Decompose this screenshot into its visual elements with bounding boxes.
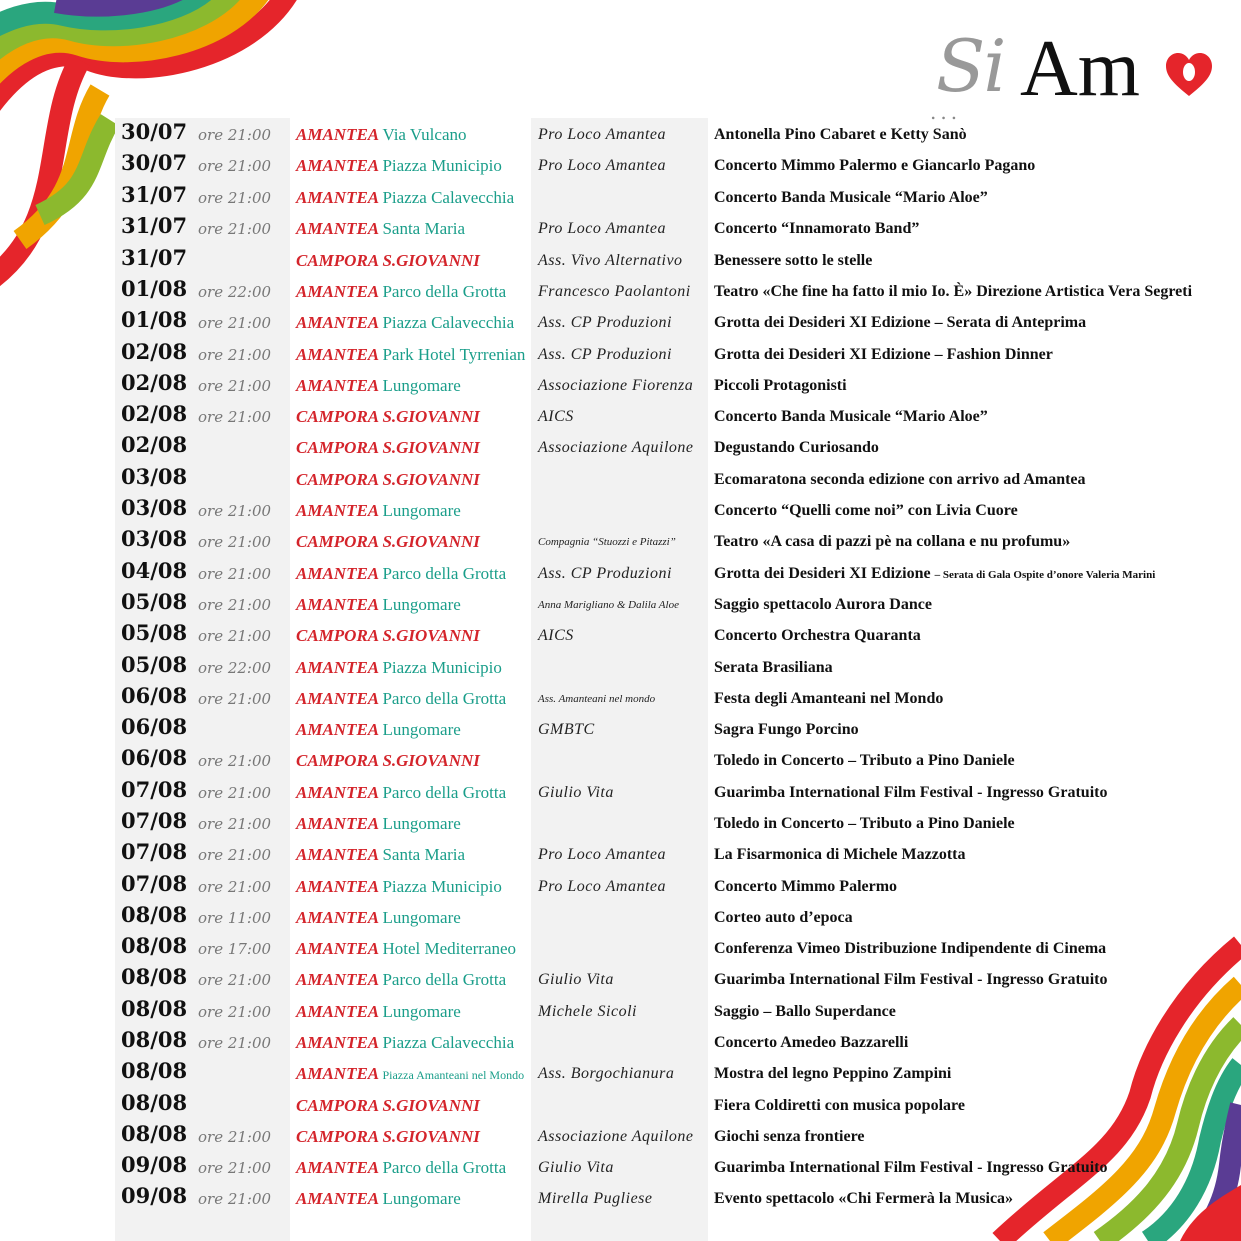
table-row [0, 431, 1241, 462]
event-place: Piazza Municipio [382, 877, 502, 896]
table-row [0, 1026, 1241, 1057]
event-time: ore 21:00 [198, 752, 272, 770]
siamo-logo [928, 22, 1218, 122]
event-town: CAMPORA S.GIOVANNI [296, 626, 480, 645]
event-location [296, 810, 461, 838]
event-location [296, 685, 506, 713]
event-date: 02/08 [121, 370, 188, 395]
event-place: Lungomare [382, 720, 461, 739]
event-town: CAMPORA S.GIOVANNI [296, 438, 480, 457]
event-title [714, 403, 988, 431]
event-place: Lungomare [382, 595, 461, 614]
event-title [714, 309, 1086, 337]
event-town: AMANTEA [296, 689, 379, 708]
event-location [296, 654, 502, 682]
event-town: CAMPORA S.GIOVANNI [296, 407, 480, 426]
event-organizer: Michele Sicoli [538, 1003, 637, 1020]
event-title-text: Corteo auto d’epoca [714, 909, 853, 926]
event-location [296, 935, 516, 963]
event-town: AMANTEA [296, 376, 379, 395]
event-title-text: Piccoli Protagonisti [714, 377, 847, 394]
event-title [714, 152, 1035, 180]
event-organizer: Ass. CP Produzioni [538, 346, 672, 363]
event-date: 03/08 [121, 495, 188, 520]
event-time: ore 21:00 [198, 408, 272, 426]
event-organizer: Pro Loco Amantea [538, 157, 666, 174]
event-title-text: Evento spettacolo «Chi Fermerà la Musica» [714, 1190, 1014, 1207]
event-title [714, 1060, 951, 1088]
event-title [714, 685, 943, 713]
table-row [0, 118, 1241, 149]
table-row [0, 338, 1241, 369]
event-title [714, 1029, 908, 1057]
event-time: ore 21:00 [198, 846, 272, 864]
table-row [0, 1057, 1241, 1088]
event-place: Santa Maria [382, 845, 466, 864]
event-town: AMANTEA [296, 877, 379, 896]
event-location [296, 184, 514, 212]
event-title-text: Concerto Orchestra Quaranta [714, 627, 921, 644]
event-organizer: Giulio Vita [538, 1159, 614, 1176]
event-town: AMANTEA [296, 188, 379, 207]
event-title-text: Guarimba International Film Festival - Ingresso Gratuito [714, 784, 1108, 801]
event-title-text: Saggio – Ballo Superdance [714, 1003, 896, 1020]
event-title-text: Benessere sotto le stelle [714, 252, 873, 269]
event-title [714, 341, 1053, 369]
event-time: ore 22:00 [198, 283, 272, 301]
event-location [296, 1060, 524, 1089]
event-town: CAMPORA S.GIOVANNI [296, 532, 480, 551]
event-town: AMANTEA [296, 501, 379, 520]
event-date: 09/08 [121, 1183, 188, 1208]
event-organizer: Ass. Vivo Alternativo [538, 252, 683, 269]
event-town: AMANTEA [296, 1158, 379, 1177]
event-title [714, 998, 896, 1026]
event-town: AMANTEA [296, 156, 379, 175]
event-title-text: Concerto Banda Musicale “Mario Aloe” [714, 408, 988, 425]
event-title [714, 466, 1086, 494]
event-title [714, 121, 967, 149]
event-title [714, 247, 872, 275]
event-town: AMANTEA [296, 219, 379, 238]
event-date: 30/07 [121, 119, 188, 144]
event-title-text: Fiera Coldiretti con musica popolare [714, 1097, 965, 1114]
event-title-text: Grotta dei Desideri XI Edizione [714, 565, 931, 582]
event-place: Parco della Grotta [382, 1158, 507, 1177]
event-time: ore 21:00 [198, 502, 272, 520]
event-location [296, 998, 461, 1026]
event-place: Lungomare [382, 908, 461, 927]
event-title [714, 184, 988, 212]
event-title-text: Grotta dei Desideri XI Edizione – Fashion Dinner [714, 346, 1053, 363]
event-time: ore 21:00 [198, 878, 272, 896]
table-row [0, 651, 1241, 682]
event-time: ore 21:00 [198, 690, 272, 708]
event-organizer: Associazione Aquilone [538, 1128, 694, 1145]
event-place: Lungomare [382, 814, 461, 833]
event-title-text: Concerto “Innamorato Band” [714, 220, 920, 237]
event-town: AMANTEA [296, 1033, 379, 1052]
event-organizer: Anna Marigliano & Dalila Aloe [538, 599, 679, 611]
event-date: 08/08 [121, 996, 188, 1021]
heart-icon [1164, 50, 1214, 100]
table-row [0, 744, 1241, 775]
event-town: AMANTEA [296, 345, 379, 364]
event-place: Piazza Municipio [382, 156, 502, 175]
event-place: Lungomare [382, 1189, 461, 1208]
event-title-text: La Fisarmonica di Michele Mazzotta [714, 846, 966, 863]
event-date: 31/07 [121, 182, 188, 207]
event-time: ore 21:00 [198, 1159, 272, 1177]
event-title [714, 810, 1015, 838]
table-row [0, 212, 1241, 243]
event-place: Lungomare [382, 1002, 461, 1021]
table-row [0, 713, 1241, 744]
event-place: Hotel Mediterraneo [382, 939, 517, 958]
event-title-text: Concerto Banda Musicale “Mario Aloe” [714, 189, 988, 206]
event-title [714, 873, 897, 901]
table-row [0, 1120, 1241, 1151]
table-row [0, 244, 1241, 275]
event-location [296, 779, 506, 807]
event-title-text: Teatro «A casa di pazzi pè na collana e nu profumu» [714, 533, 1071, 550]
table-row [0, 463, 1241, 494]
event-time: ore 21:00 [198, 1128, 272, 1146]
event-title-text: Conferenza Vimeo Distribuzione Indipendente di Cinema [714, 940, 1107, 957]
event-organizer: AICS [538, 408, 574, 425]
table-row [0, 963, 1241, 994]
event-town: AMANTEA [296, 1189, 379, 1208]
event-date: 06/08 [121, 683, 188, 708]
event-title [714, 904, 853, 932]
event-title-text: Guarimba International Film Festival - Ingresso Gratuito [714, 1159, 1108, 1176]
event-time: ore 21:00 [198, 1190, 272, 1208]
event-date: 05/08 [121, 589, 188, 614]
event-location [296, 1154, 506, 1182]
event-date: 01/08 [121, 307, 188, 332]
event-organizer: Pro Loco Amantea [538, 220, 666, 237]
event-place: Piazza Municipio [382, 658, 502, 677]
table-row [0, 995, 1241, 1026]
event-date: 08/08 [121, 964, 188, 989]
event-location [296, 716, 461, 744]
event-location [296, 560, 506, 588]
event-date: 04/08 [121, 558, 188, 583]
event-title-text: Toledo in Concerto – Tributo a Pino Daniele [714, 815, 1015, 832]
event-title [714, 654, 833, 682]
table-row [0, 838, 1241, 869]
event-location [296, 152, 502, 180]
event-date: 02/08 [121, 401, 188, 426]
event-title-text: Teatro «Che fine ha fatto il mio Io. È» Direzione Artistica Vera Segreti [714, 283, 1193, 300]
event-time: ore 17:00 [198, 940, 272, 958]
event-date: 06/08 [121, 714, 188, 739]
event-title-text: Festa degli Amanteani nel Mondo [714, 690, 944, 707]
event-date: 31/07 [121, 213, 188, 238]
event-title [714, 966, 1107, 994]
event-location [296, 966, 506, 994]
table-row [0, 181, 1241, 212]
event-title-text: Concerto Mimmo Palermo [714, 878, 898, 895]
event-date: 02/08 [121, 432, 188, 457]
event-title [714, 747, 1015, 775]
event-date: 01/08 [121, 276, 188, 301]
event-organizer: Associazione Fiorenza [538, 377, 694, 394]
logo-amo-text: Am [1020, 25, 1140, 113]
event-time: ore 21:00 [198, 189, 272, 207]
table-row [0, 525, 1241, 556]
event-title [714, 1154, 1107, 1182]
event-title [714, 372, 847, 400]
event-town: AMANTEA [296, 814, 379, 833]
event-organizer: Giulio Vita [538, 971, 614, 988]
event-location [296, 904, 461, 932]
event-town: CAMPORA S.GIOVANNI [296, 251, 480, 270]
event-date: 07/08 [121, 777, 188, 802]
event-town: AMANTEA [296, 564, 379, 583]
event-town: AMANTEA [296, 908, 379, 927]
event-time: ore 22:00 [198, 659, 272, 677]
event-title-text: Saggio spettacolo Aurora Dance [714, 596, 932, 613]
event-title [714, 1092, 965, 1120]
event-location [296, 873, 502, 901]
event-title-text: Concerto “Quelli come noi” con Livia Cuore [714, 502, 1018, 519]
event-title [714, 528, 1070, 556]
table-row [0, 807, 1241, 838]
event-place: Piazza Calavecchia [382, 1033, 515, 1052]
event-date: 07/08 [121, 871, 188, 896]
event-place: Parco della Grotta [382, 689, 507, 708]
table-row [0, 619, 1241, 650]
event-time: ore 21:00 [198, 784, 272, 802]
event-date: 09/08 [121, 1152, 188, 1177]
event-town: AMANTEA [296, 845, 379, 864]
event-organizer: Giulio Vita [538, 784, 614, 801]
table-row [0, 557, 1241, 588]
event-title-text: Concerto Mimmo Palermo e Giancarlo Pagano [714, 157, 1036, 174]
event-time: ore 11:00 [198, 909, 272, 927]
table-row [0, 400, 1241, 431]
event-time: ore 21:00 [198, 220, 272, 238]
event-time: ore 21:00 [198, 596, 272, 614]
event-organizer: AICS [538, 627, 574, 644]
event-place: Santa Maria [382, 219, 466, 238]
event-time: ore 21:00 [198, 346, 272, 364]
event-town: CAMPORA S.GIOVANNI [296, 1127, 480, 1146]
event-title [714, 560, 1155, 589]
table-row [0, 901, 1241, 932]
event-time: ore 21:00 [198, 377, 272, 395]
table-row [0, 494, 1241, 525]
event-title-text: Degustando Curiosando [714, 439, 879, 456]
event-location [296, 309, 514, 337]
table-row [0, 149, 1241, 180]
table-row [0, 932, 1241, 963]
event-date: 08/08 [121, 902, 188, 927]
table-row [0, 1089, 1241, 1120]
table-row [0, 369, 1241, 400]
event-time: ore 21:00 [198, 627, 272, 645]
event-date: 08/08 [121, 1027, 188, 1052]
event-title-detail: – Serata di Gala Ospite d’onore Valeria Marini [934, 569, 1156, 581]
event-town: AMANTEA [296, 939, 379, 958]
event-organizer: Associazione Aquilone [538, 439, 694, 456]
event-title [714, 841, 966, 869]
event-organizer: Mirella Pugliese [538, 1190, 653, 1207]
event-date: 30/07 [121, 150, 188, 175]
event-title [714, 716, 859, 744]
event-title [714, 497, 1018, 525]
event-date: 03/08 [121, 464, 188, 489]
event-place: Parco della Grotta [382, 783, 507, 802]
event-date: 05/08 [121, 652, 188, 677]
event-place: Parco della Grotta [382, 564, 507, 583]
event-town: AMANTEA [296, 970, 379, 989]
table-row [0, 275, 1241, 306]
event-organizer: Ass. Borgochianura [538, 1065, 675, 1082]
table-row [0, 306, 1241, 337]
event-organizer: Pro Loco Amantea [538, 846, 666, 863]
event-date: 31/07 [121, 245, 188, 270]
table-row [0, 588, 1241, 619]
event-title [714, 622, 921, 650]
event-organizer: Francesco Paolantoni [538, 283, 691, 300]
event-title-text: Sagra Fungo Porcino [714, 721, 859, 738]
event-organizer: Pro Loco Amantea [538, 126, 666, 143]
event-title [714, 278, 1192, 306]
event-date: 03/08 [121, 526, 188, 551]
event-town: AMANTEA [296, 125, 379, 144]
event-place: Piazza Calavecchia [382, 188, 515, 207]
event-organizer: GMBTC [538, 721, 595, 738]
event-time: ore 21:00 [198, 971, 272, 989]
event-title [714, 215, 919, 243]
event-organizer: Ass. CP Produzioni [538, 314, 672, 331]
table-row [0, 870, 1241, 901]
event-title-text: Toledo in Concerto – Tributo a Pino Daniele [714, 752, 1015, 769]
event-title [714, 591, 932, 619]
event-town: AMANTEA [296, 1064, 379, 1083]
event-organizer: Pro Loco Amantea [538, 878, 666, 895]
event-town: AMANTEA [296, 1002, 379, 1021]
event-location [296, 591, 461, 619]
event-place: Parco della Grotta [382, 970, 507, 989]
event-date: 02/08 [121, 339, 188, 364]
event-title-text: Mostra del legno Peppino Zampini [714, 1065, 952, 1082]
event-date: 08/08 [121, 1090, 188, 1115]
event-location [296, 372, 461, 400]
event-location [296, 841, 465, 869]
event-title-text: Grotta dei Desideri XI Edizione – Serata di Anteprima [714, 314, 1087, 331]
event-title-text: Concerto Amedeo Bazzarelli [714, 1034, 909, 1051]
event-town: AMANTEA [296, 595, 379, 614]
event-organizer: Ass. CP Produzioni [538, 565, 672, 582]
event-place: Via Vulcano [382, 125, 467, 144]
event-organizer: Compagnia “Stuozzi e Pitazzi” [538, 536, 676, 548]
table-row [0, 1151, 1241, 1182]
event-date: 08/08 [121, 1121, 188, 1146]
event-place: Lungomare [382, 376, 461, 395]
event-date: 08/08 [121, 1058, 188, 1083]
event-town: AMANTEA [296, 783, 379, 802]
event-title-text: Antonella Pino Cabaret e Ketty Sanò [714, 126, 967, 143]
event-title [714, 1123, 865, 1151]
event-organizer: Ass. Amanteani nel mondo [538, 693, 656, 705]
event-town: CAMPORA S.GIOVANNI [296, 751, 480, 770]
event-title [714, 779, 1107, 807]
logo-dots: ... [930, 100, 962, 124]
event-title [714, 935, 1106, 963]
event-location [296, 121, 467, 149]
event-location [296, 1185, 461, 1213]
event-place: Park Hotel Tyrrenian [382, 345, 526, 364]
event-location [296, 1029, 514, 1057]
event-place: Lungomare [382, 501, 461, 520]
event-date: 07/08 [121, 808, 188, 833]
event-date: 08/08 [121, 933, 188, 958]
event-title-text: Ecomaratona seconda edizione con arrivo ad Amantea [714, 471, 1086, 488]
table-row [0, 1182, 1241, 1213]
event-place: Piazza Amanteani nel Mondo [382, 1068, 525, 1082]
event-time: ore 21:00 [198, 1003, 272, 1021]
event-town: AMANTEA [296, 658, 379, 677]
event-town: CAMPORA S.GIOVANNI [296, 1096, 480, 1115]
event-time: ore 21:00 [198, 815, 272, 833]
event-place: Parco della Grotta [382, 282, 507, 301]
event-title [714, 1185, 1013, 1213]
table-row [0, 776, 1241, 807]
event-date: 06/08 [121, 745, 188, 770]
event-location [296, 215, 465, 243]
event-date: 07/08 [121, 839, 188, 864]
event-date: 05/08 [121, 620, 188, 645]
event-place: Piazza Calavecchia [382, 313, 515, 332]
table-row [0, 682, 1241, 713]
event-town: CAMPORA S.GIOVANNI [296, 470, 480, 489]
event-title-text: Serata Brasiliana [714, 659, 833, 676]
event-town: AMANTEA [296, 720, 379, 739]
event-time: ore 21:00 [198, 565, 272, 583]
event-time: ore 21:00 [198, 314, 272, 332]
event-town: AMANTEA [296, 313, 379, 332]
event-time: ore 21:00 [198, 126, 272, 144]
event-time: ore 21:00 [198, 533, 272, 551]
event-title-text: Guarimba International Film Festival - Ingresso Gratuito [714, 971, 1108, 988]
event-location [296, 278, 506, 306]
event-title-text: Giochi senza frontiere [714, 1128, 865, 1145]
event-town: AMANTEA [296, 282, 379, 301]
event-location [296, 341, 525, 369]
event-time: ore 21:00 [198, 1034, 272, 1052]
event-time: ore 21:00 [198, 157, 272, 175]
logo-si-text: Si [936, 24, 1005, 108]
event-location [296, 497, 461, 525]
event-title [714, 434, 879, 462]
